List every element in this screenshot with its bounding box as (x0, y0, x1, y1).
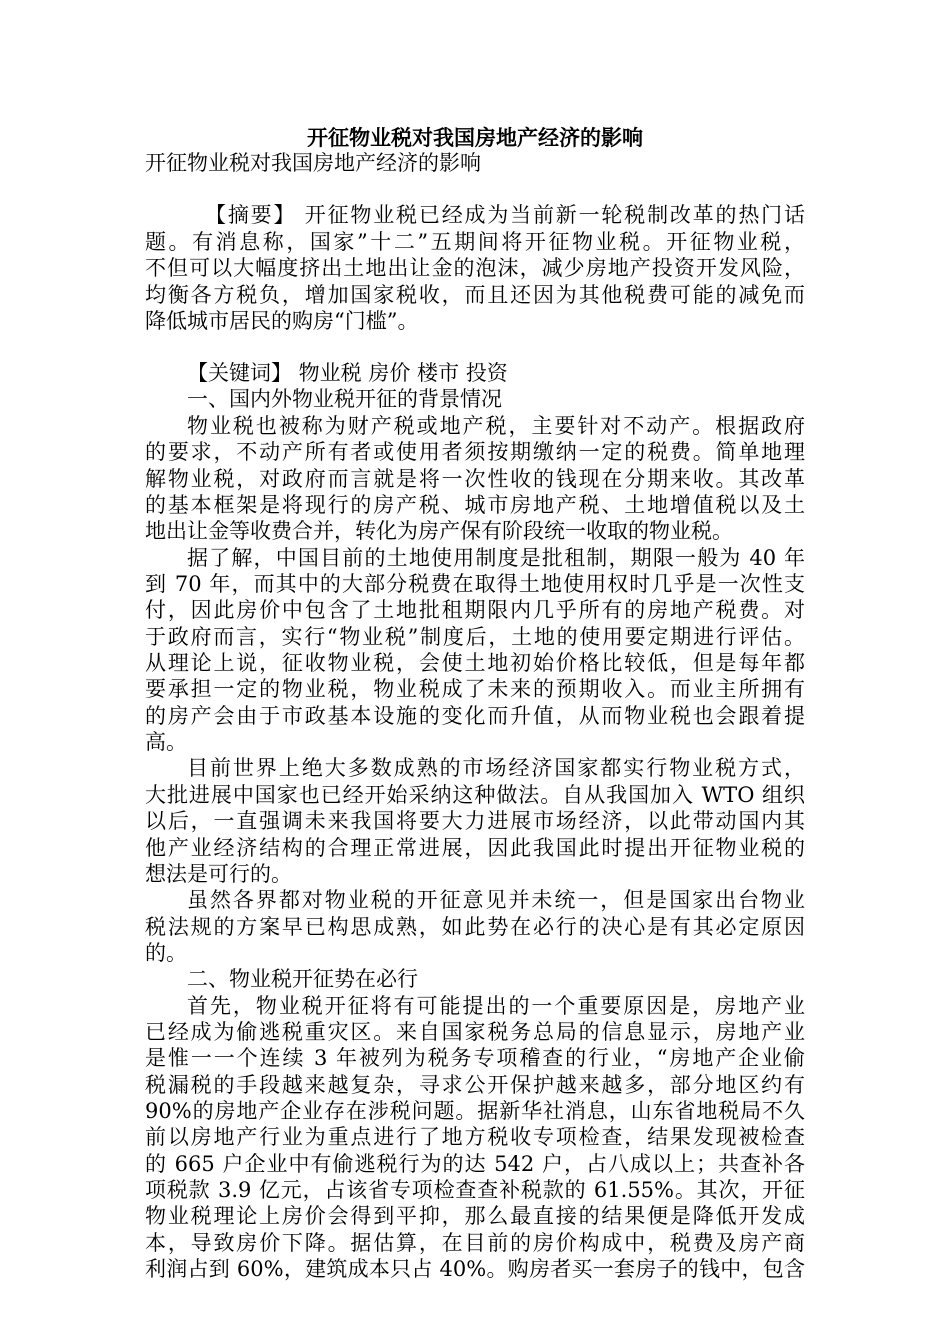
abstract-line: 不但可以大幅度挤出土地出让金的泡沫，减少房地产投资开发风险， (145, 256, 805, 280)
abstract-line: 【摘要】 开征物业税已经成为当前新一轮税制改革的热门话 (205, 203, 805, 227)
paragraph-line: 的基本框架是将现行的房产税、城市房地产税、土地增值税以及土 (145, 493, 805, 517)
paragraph-line: 90%的房地产企业存在涉税问题。据新华社消息，山东省地税局不久 (145, 1099, 805, 1123)
paragraph-line: 虽然各界都对物业税的开征意见并未统一，但是国家出台物业 (187, 888, 805, 912)
paragraph-line: 解物业税，对政府而言就是将一次性收的钱现在分期来收。其改革 (145, 467, 805, 491)
paragraph-line: 于政府而言，实行“物业税”制度后，土地的使用要定期进行评估。 (145, 625, 805, 649)
paragraph-line: 据了解，中国目前的土地使用制度是批租制，期限一般为 40 年 (187, 546, 805, 570)
paragraph-line: 地出让金等收费合并，转化为房产保有阶段统一收取的物业税。 (145, 519, 733, 543)
section-heading: 一、国内外物业税开征的背景情况 (187, 387, 502, 411)
paragraph-line: 高。 (145, 730, 187, 754)
abstract-line: 均衡各方税负，增加国家税收，而且还因为其他税费可能的减免而 (145, 283, 805, 307)
paragraph-line: 物业税理论上房价会得到平抑，那么最直接的结果便是降低开发成 (145, 1204, 805, 1228)
paragraph-line: 以后，一直强调未来我国将要大力进展市场经济，以此带动国内其 (145, 809, 805, 833)
paragraph-line: 税法规的方案早已构思成熟，如此势在必行的决心是有其必定原因 (145, 915, 805, 939)
abstract-line: 降低城市居民的购房“门槛”。 (145, 309, 419, 333)
paragraph-line: 目前世界上绝大多数成熟的市场经济国家都实行物业税方式， (187, 756, 805, 780)
keywords-line: 【关键词】 物业税 房价 楼市 投资 (187, 361, 508, 385)
paragraph-line: 的房产会由于市政基本设施的变化而升值，从而物业税也会跟着提 (145, 704, 805, 728)
paragraph-line: 大批进展中国家也已经开始采纳这种做法。自从我国加入 WTO 组织 (145, 783, 805, 807)
paragraph-line: 项税款 3.9 亿元，占该省专项检查查补税款的 61.55%。其次，开征 (145, 1178, 805, 1202)
abstract-line: 题。有消息称，国家”十二”五期间将开征物业税。开征物业税， (145, 230, 805, 254)
paragraph-line: 利润占到 60%，建筑成本只占 40%。购房者买一套房子的钱中，包含 (145, 1257, 805, 1281)
paragraph-line: 到 70 年，而其中的大部分税费在取得土地使用权时几乎是一次性支 (145, 572, 805, 596)
section-heading: 二、物业税开征势在必行 (187, 967, 418, 991)
paragraph-line: 要承担一定的物业税，物业税成了未来的预期收入。而业主所拥有 (145, 677, 805, 701)
paragraph-line: 是惟一一个连续 3 年被列为税务专项稽查的行业，“房地产企业偷 (145, 1046, 805, 1070)
paragraph-line: 税漏税的手段越来越复杂，寻求公开保护越来越多，部分地区约有 (145, 1073, 805, 1097)
document-title: 开征物业税对我国房地产经济的影响 (307, 125, 643, 150)
paragraph-line: 本，导致房价下降。据估算，在目前的房价构成中，税费及房产商 (145, 1231, 805, 1255)
paragraph-line: 他产业经济结构的合理正常进展，因此我国此时提出开征物业税的 (145, 836, 805, 860)
paragraph-line: 首先，物业税开征将有可能提出的一个重要原因是，房地产业 (187, 994, 805, 1018)
paragraph-line: 想法是可行的。 (145, 862, 292, 886)
paragraph-line: 的。 (145, 941, 187, 965)
paragraph-line: 已经成为偷逃税重灾区。来自国家税务总局的信息显示，房地产业 (145, 1020, 805, 1044)
paragraph-line: 的 665 户企业中有偷逃税行为的达 542 户，占八成以上；共查补各 (145, 1152, 805, 1176)
subtitle-line: 开征物业税对我国房地产经济的影响 (145, 151, 481, 175)
paragraph-line: 的要求，不动产所有者或使用者须按期缴纳一定的税费。简单地理 (145, 440, 805, 464)
paragraph-line: 付，因此房价中包含了土地批租期限内几乎所有的房地产税费。对 (145, 598, 805, 622)
paragraph-line: 物业税也被称为财产税或地产税，主要针对不动产。根据政府 (187, 414, 805, 438)
paragraph-line: 从理论上说，征收物业税，会使土地初始价格比较低，但是每年都 (145, 651, 805, 675)
paragraph-line: 前以房地产行业为重点进行了地方税收专项检查，结果发现被检查 (145, 1125, 805, 1149)
